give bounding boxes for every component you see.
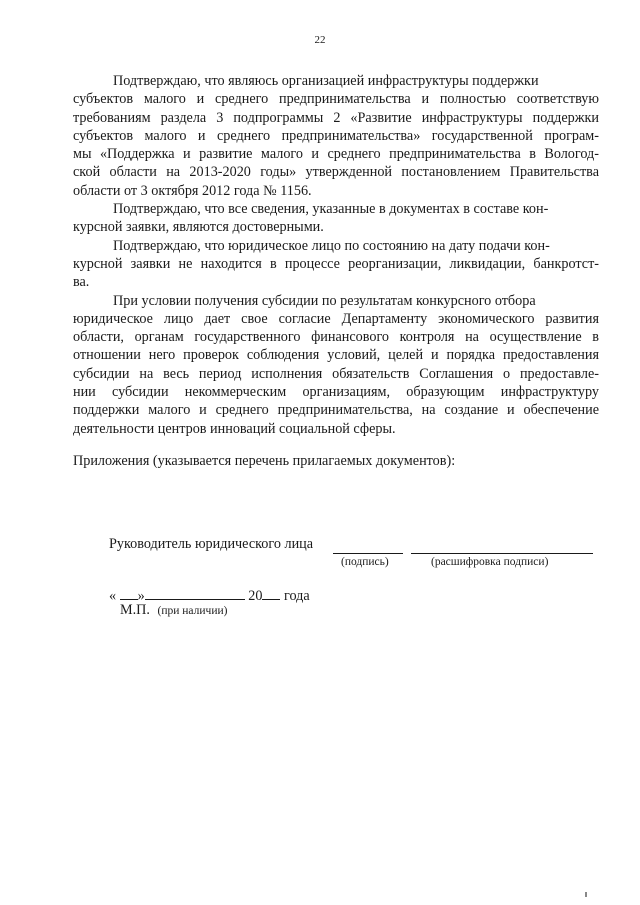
paragraph-no-reorganization	[73, 237, 599, 292]
paragraph-line: субъектов малого и среднего предпринимательства» государственной програм-	[73, 127, 599, 144]
paragraph-line: субъектов малого и среднего предпринимательства и полностью соответствую	[73, 91, 599, 108]
date-year-blank	[262, 585, 280, 600]
paragraph-data-reliability	[73, 200, 599, 237]
signature-caption: (подпись)	[341, 556, 389, 568]
body-text	[73, 72, 599, 438]
attachments-label: Приложения (указывается перечень прилагаемых документов):	[73, 453, 456, 469]
date-year-suffix: года	[284, 588, 310, 604]
paragraph-line: нии субсидии некоммерческим организациям, образующим инфраструктуру	[73, 384, 599, 401]
paragraph-line: Подтверждаю, что являюсь организацией инфраструктуры поддержки	[113, 73, 539, 89]
paragraph-line: При условии получения субсидии по результатам конкурсного отбора	[113, 292, 536, 309]
date-month-blank	[145, 585, 245, 600]
stamp-block	[120, 602, 227, 619]
stamp-label: М.П.	[120, 602, 150, 618]
paragraph-line: курсной заявки не находится в процессе реорганизации, ликвидации, банкротст-	[73, 255, 599, 272]
date-day-blank	[120, 585, 138, 600]
paragraph-line: поддержки малого и среднего предпринимательства, на создание и обеспечение	[73, 402, 599, 419]
paragraph-line: области от 3 октября 2012 года № 1156.	[73, 182, 312, 199]
paragraph-line: курсной заявки, являются достоверными.	[73, 219, 324, 236]
page-number: 22	[314, 34, 326, 46]
paragraph-line: ской области на 2013-2020 годы» утвержденной постановлением Правительства	[73, 164, 599, 181]
paragraph-consent-inspections	[73, 292, 599, 438]
paragraph-line: мы «Поддержка и развитие малого и среднего предпринимательства в Вологод-	[73, 146, 599, 163]
date-close-quote: »	[137, 588, 145, 604]
paragraph-line: Подтверждаю, что юридическое лицо по состоянию на дату подачи кон-	[113, 237, 550, 254]
date-open-quote: «	[109, 588, 117, 604]
paragraph-line: отношении него проверок соблюдения условий, целей и порядка предоставления	[73, 347, 599, 364]
paragraph-line: деятельности центров инноваций социальной сферы.	[73, 420, 396, 437]
stamp-note: (при наличии)	[157, 605, 228, 617]
paragraph-infrastructure-confirmation	[73, 72, 599, 200]
signature-label: Руководитель юридического лица	[109, 536, 314, 552]
signature-decoding-caption: (расшифровка подписи)	[431, 556, 549, 568]
signature-block	[109, 536, 609, 576]
paragraph-line: юридическое лицо дает свое согласие Департаменту экономического развития	[73, 310, 599, 327]
scan-artifact	[585, 892, 587, 897]
paragraph-line: Подтверждаю, что все сведения, указанные в документах в составе кон-	[113, 201, 549, 218]
paragraph-line: требованиям раздела 3 подпрограммы 2 «Развитие инфраструктуры поддержки	[73, 109, 599, 126]
signature-blank-line	[333, 553, 403, 554]
date-year-prefix: 20	[248, 588, 263, 604]
signature-decoding-blank-line	[411, 553, 593, 554]
paragraph-line: ва.	[73, 274, 90, 291]
paragraph-line: области, органам государственного финансового контроля на осуществление в	[73, 329, 599, 346]
paragraph-line: субсидии на весь период исполнения обязательств Соглашения о предоставле-	[73, 365, 599, 382]
